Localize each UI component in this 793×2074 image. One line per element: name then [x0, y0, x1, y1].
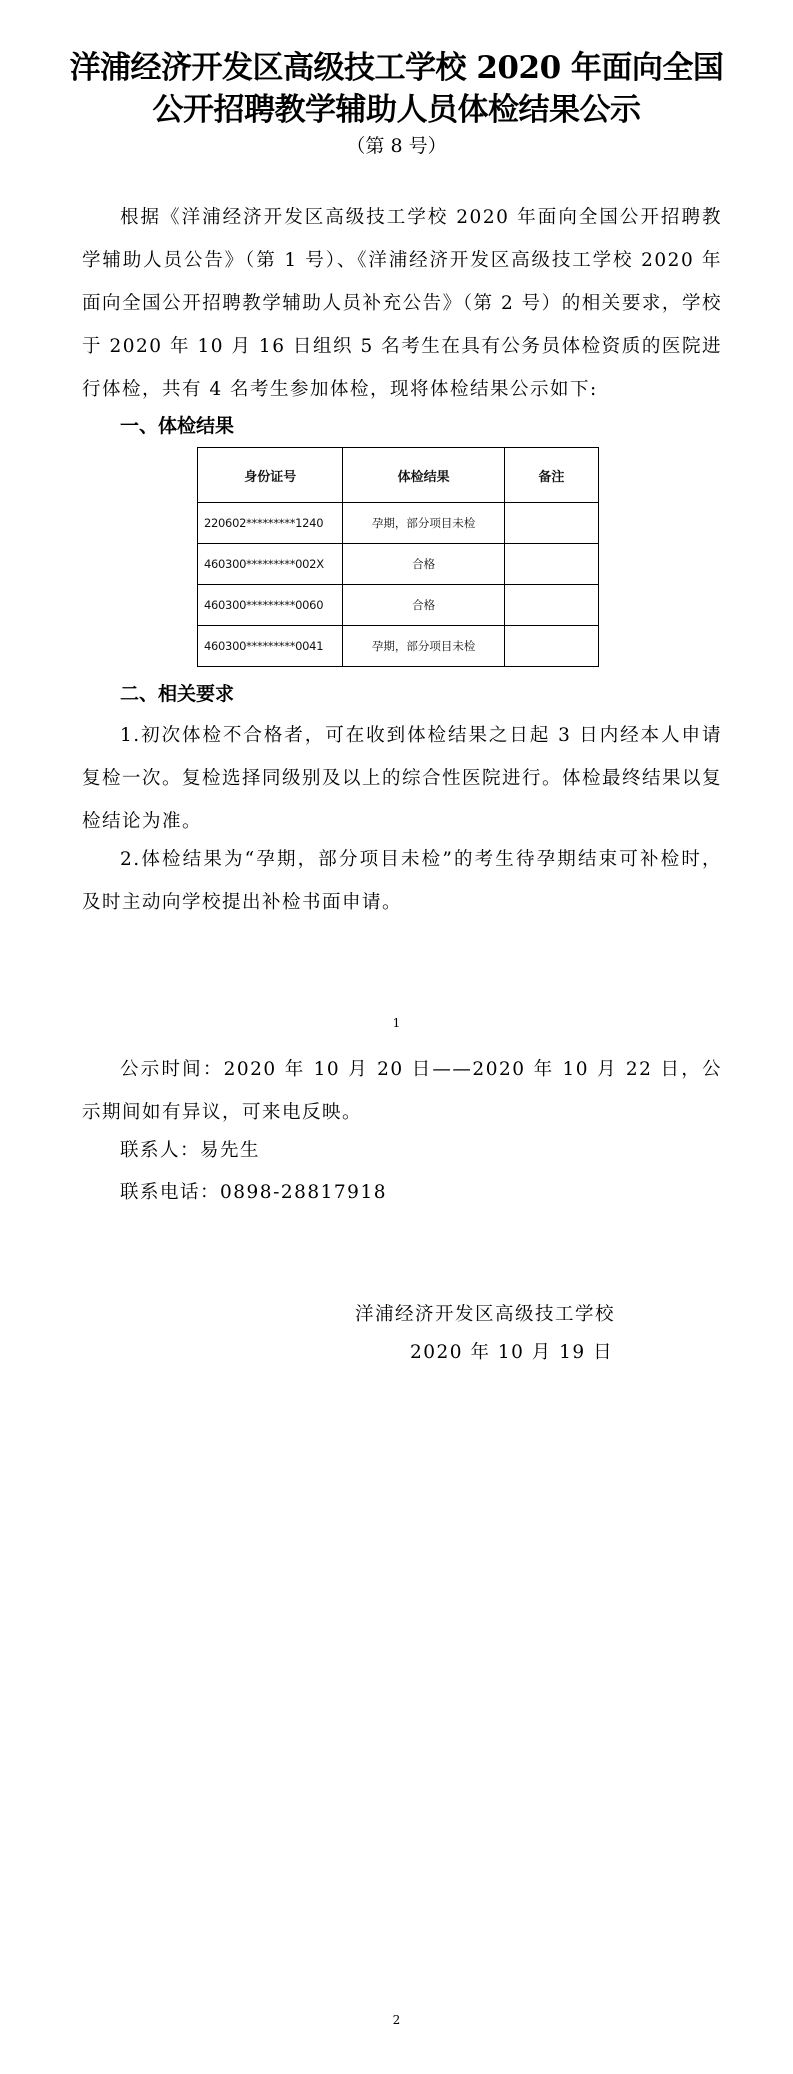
results-table [197, 447, 599, 667]
contact-person: 联系人：易先生 [120, 1140, 261, 1161]
id-cell: 220602*********1240 [198, 503, 343, 544]
column-header-id: 身份证号 [198, 448, 343, 503]
note-cell [504, 544, 598, 585]
requirement-1: 1.初次体检不合格者，可在收到体检结果之日起 3 日内经本人申请复检一次。复检选择同级别及以上的综合性医院进行。体检最终结果以复检结论为准。 [82, 725, 723, 832]
page-number-1: 1 [392, 1016, 401, 1030]
table-row [198, 626, 599, 667]
document-title-line-2: 公开招聘教学辅助人员体检结果公示 [152, 92, 641, 128]
id-cell: 460300*********0060 [198, 585, 343, 626]
column-header-note: 备注 [504, 448, 598, 503]
contact-phone: 联系电话：0898-28817918 [120, 1182, 387, 1203]
result-cell: 孕期，部分项目未检 [343, 503, 504, 544]
table-row [198, 585, 599, 626]
note-cell [504, 626, 598, 667]
table-row [198, 503, 599, 544]
page-number-2: 2 [392, 2013, 401, 2027]
table-row [198, 544, 599, 585]
requirement-2: 2.体检结果为“孕期，部分项目未检”的考生待孕期结束可补检时，及时主动向学校提出补检书面申请。 [82, 849, 722, 913]
note-cell [504, 503, 598, 544]
document-number: （第 8 号） [346, 135, 447, 157]
result-cell: 合格 [343, 585, 504, 626]
signature-date: 2020 年 10 月 19 日 [410, 1342, 614, 1363]
publicity-period: 公示时间：2020 年 10 月 20 日——2020 年 10 月 22 日，公示期间如有异议，可来电反映。 [82, 1059, 722, 1123]
intro-paragraph: 根据《洋浦经济开发区高级技工学校 2020 年面向全国公开招聘教学辅助人员公告》（第 1 号）、《洋浦经济开发区高级技工学校 2020 年面向全国公开招聘教学辅助人员补充公告》（第 2 号）的相关要求，学校于 2020 年 10 月 16 日组织 5 名考生在具有公务员体检资质的医院进行体检，共有 4 名考生参加体检，现将体检结果公示如下: [82, 207, 722, 400]
table-header-row [198, 448, 599, 503]
result-cell: 合格 [343, 544, 504, 585]
section-heading-requirements: 二、相关要求 [120, 683, 235, 705]
signature-organization: 洋浦经济开发区高级技工学校 [355, 1304, 616, 1325]
section-heading-results: 一、体检结果 [120, 415, 235, 437]
document-title-line-1: 洋浦经济开发区高级技工学校 2020 年面向全国 [69, 50, 724, 86]
id-cell: 460300*********002X [198, 544, 343, 585]
column-header-result: 体检结果 [343, 448, 504, 503]
result-cell: 孕期，部分项目未检 [343, 626, 504, 667]
note-cell [504, 585, 598, 626]
id-cell: 460300*********0041 [198, 626, 343, 667]
